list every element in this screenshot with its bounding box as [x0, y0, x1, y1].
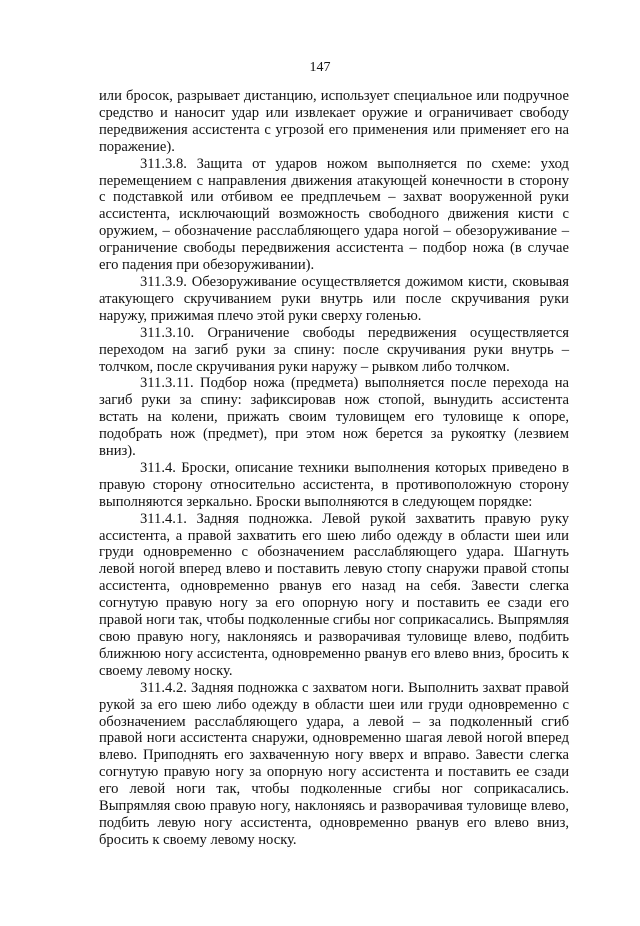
page-number: 147	[309, 60, 331, 75]
paragraph-311-4: 311.4. Броски, описание техники выполнения которых приведено в правую сторону относительно ассистента, в противоположную сторону выполняются зеркально. Броски выполняются в следующем порядке:	[99, 459, 569, 510]
paragraph-311-3-11: 311.3.11. Подбор ножа (предмета) выполняется после перехода на загиб руки за спину: зафиксировав нож стопой, вынудить ассистента встать на колени, прижать своим туловищем его туловище к опоре, подобрать нож (предмет), при этом нож берется за рукоятку (лезвием вниз).	[99, 375, 569, 460]
paragraph-311-3-9: 311.3.9. Обезоруживание осуществляется дожимом кисти, сковывая атакующего скручиванием руки внутрь или после скручивания руки наружу, прижимая плечо этой руки сверху голенью.	[99, 273, 569, 324]
paragraph-311-3-10: 311.3.10. Ограничение свободы передвижения осуществляется переходом на загиб руки за спину: после скручивания руки внутрь – толчком, после скручивания руки наружу – рывком либо толчком.	[99, 324, 569, 375]
paragraph-311-4-2: 311.4.2. Задняя подножка с захватом ноги. Выполнить захват правой рукой за его шею либо одежду в области шеи или груди одновременно с обозначением расслабляющего удара, а левой – за подколенный сгиб правой ноги ассистента снаружи, одновременно шагая левой ногой вперед влево. Приподнять его захваченную ногу вверх и вправо. Завести слегка согнутую правую ногу за опорную ногу ассистента и поставить ее сзади его левой ноги так, чтобы подколенные сгибы ног соприкасались. Выпрямляя свою правую ногу, наклоняясь и разворачивая туловище влево, подбить левую ногу ассистента, одновременно рванув его влево вниз, бросить к своему левому носку.	[99, 679, 569, 848]
body-text	[99, 88, 569, 849]
paragraph-311-3-8: 311.3.8. Защита от ударов ножом выполняется по схеме: уход перемещением с направления движения атакующей конечности в сторону с подставкой или отбивом ее предплечьем – захват вооруженной руки ассистента, исключающий возможность свободного движения кисти с оружием, – обозначение расслабляющего удара ногой – обезоруживание – ограничение свободы передвижения ассистента – подбор ножа (в случае его падения при обезоруживании).	[99, 155, 569, 274]
paragraph-continuation: или бросок, разрывает дистанцию, использует специальное или подручное средство и наносит удар или извлекает оружие и ограничивает свободу передвижения ассистента с угрозой его применения или применяет его на поражение).	[99, 88, 569, 155]
paragraph-311-4-1: 311.4.1. Задняя подножка. Левой рукой захватить правую руку ассистента, а правой захватить его шею либо одежду в области шеи или груди одновременно с обозначением расслабляющего удара. Шагнуть левой ногой вперед влево и поставить левую стопу снаружи правой стопы ассистента, одновременно рванув его назад на себя. Завести слегка согнутую правую ногу за его опорную ногу и поставить ее сзади его правой ноги так, чтобы подколенные сгибы ног соприкасались. Выпрямляя свою правую ногу, наклоняясь и разворачивая туловище влево, подбить ближнюю ногу ассистента, одновременно рванув его влево вниз, бросить к своему левому носку.	[99, 510, 569, 679]
